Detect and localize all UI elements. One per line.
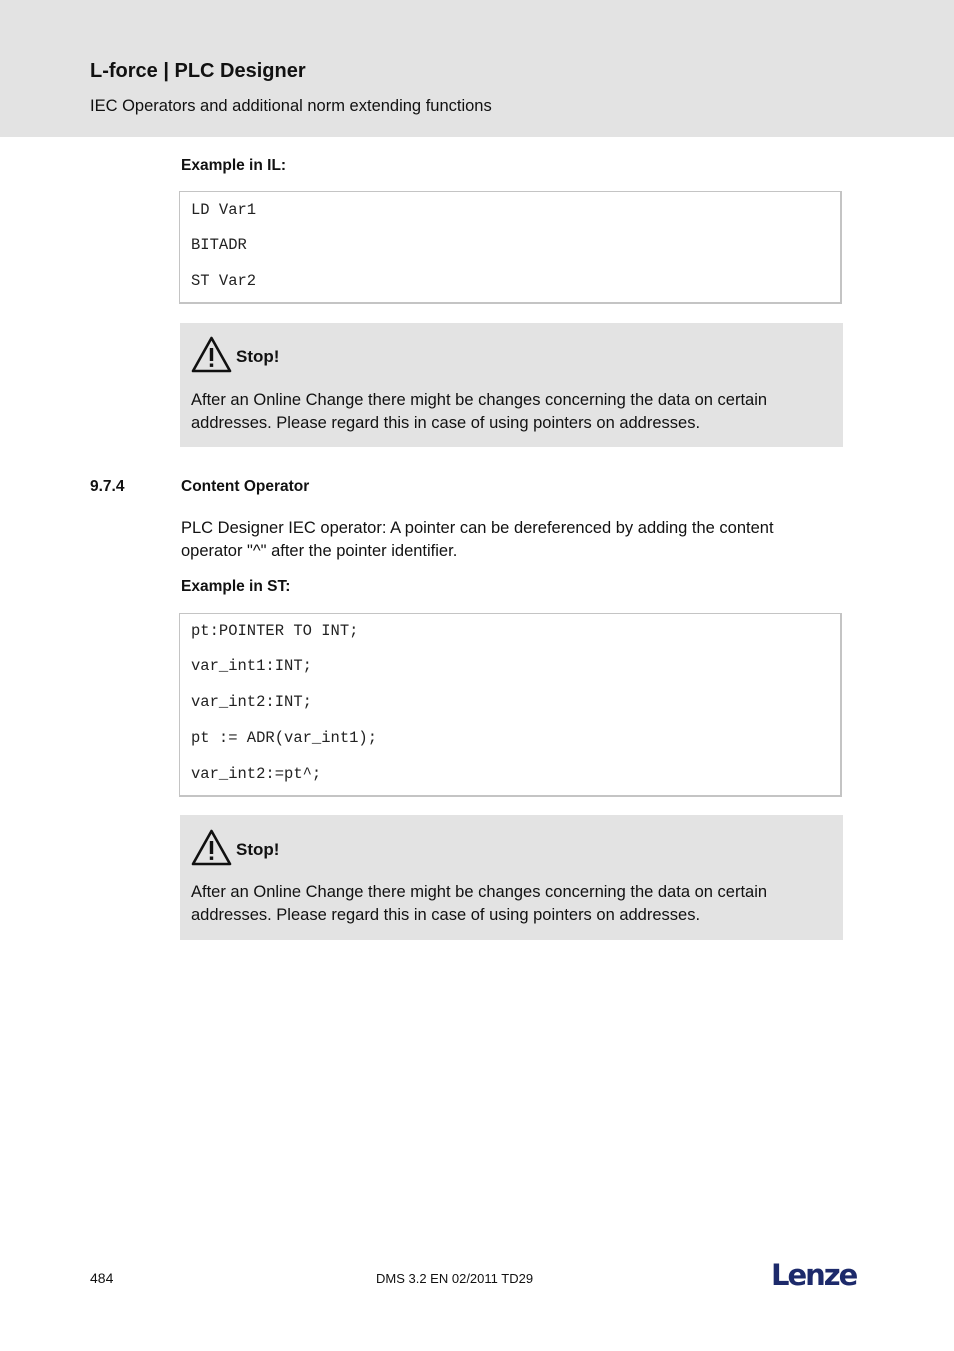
code-block-st <box>179 613 842 797</box>
section-number: 9.7.4 <box>90 478 125 495</box>
code-line: LD Var1 <box>191 201 257 219</box>
code-line: var_int1:INT; <box>191 657 312 675</box>
code-line: BITADR <box>191 236 247 254</box>
warning-triangle-icon <box>191 336 232 373</box>
stop-notice <box>180 323 843 447</box>
example-il-label: Example in IL: <box>181 157 287 174</box>
lenze-logo: Lenze <box>771 1258 857 1292</box>
stop-text: After an Online Change there might be changes concerning the data on certain addresses. Please regard this in case of using pointers on addresses. <box>191 391 768 432</box>
stop-title: Stop! <box>236 347 280 366</box>
chapter-subtitle: IEC Operators and additional norm extending functions <box>90 97 492 115</box>
stop-notice <box>180 815 843 940</box>
example-st-label: Example in ST: <box>181 578 291 595</box>
document-title: L-force | PLC Designer <box>90 60 306 82</box>
page-number: 484 <box>90 1270 114 1286</box>
stop-title: Stop! <box>236 840 280 859</box>
stop-text: After an Online Change there might be changes concerning the data on certain addresses. Please regard this in case of using pointers on addresses. <box>191 883 768 924</box>
page-header <box>0 0 954 137</box>
code-line: ST Var2 <box>191 272 257 290</box>
document-id: DMS 3.2 EN 02/2011 TD29 <box>376 1271 534 1286</box>
code-line: var_int2:=pt^; <box>191 765 322 783</box>
section-heading: Content Operator <box>181 478 310 495</box>
code-line: pt:POINTER TO INT; <box>191 622 359 640</box>
code-block-il <box>179 191 842 304</box>
warning-triangle-icon <box>191 829 232 866</box>
section-body: PLC Designer IEC operator: A pointer can be dereferenced by adding the content operator "^" after the pointer identifier. <box>181 519 774 560</box>
code-line: pt := ADR(var_int1); <box>191 729 378 747</box>
code-line: var_int2:INT; <box>191 693 312 711</box>
